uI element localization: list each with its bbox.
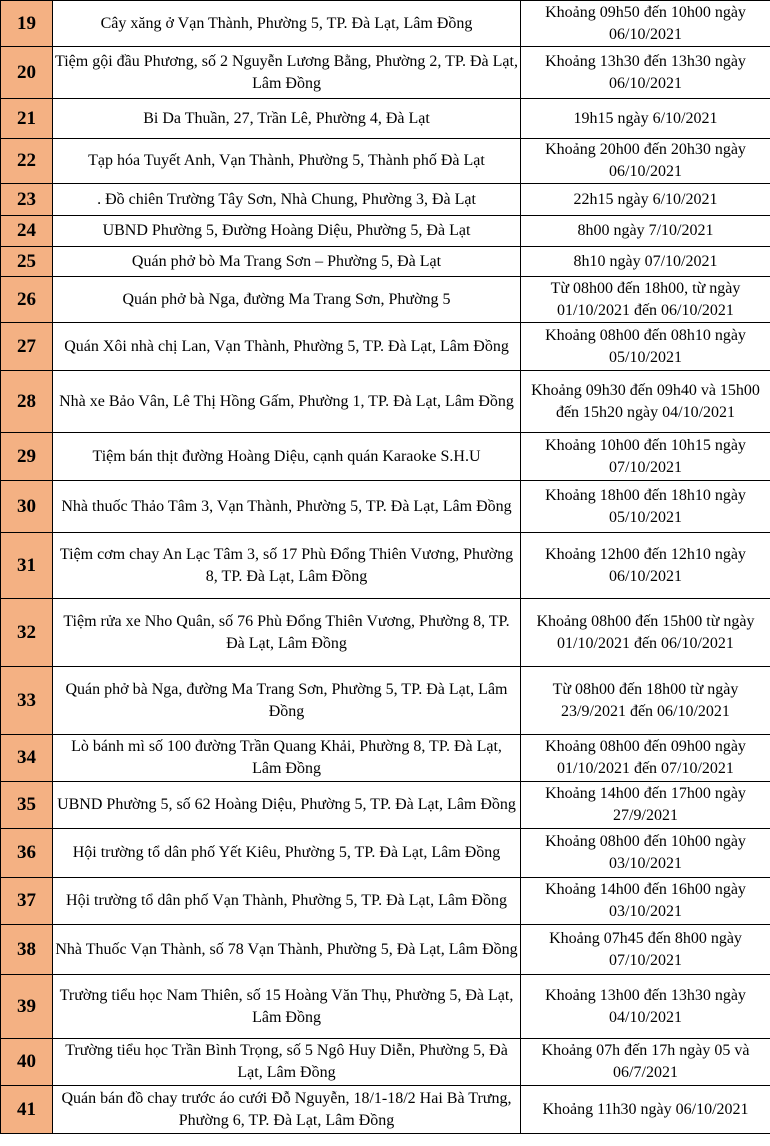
- location-cell: Quán phở bà Nga, đường Ma Trang Sơn, Phường 5: [53, 277, 521, 323]
- location-cell: Nhà Thuốc Vạn Thành, số 78 Vạn Thành, Phường 5, Đà Lạt, Lâm Đồng: [53, 925, 521, 975]
- row-number: 33: [1, 667, 53, 735]
- table-row: [1, 667, 770, 735]
- table-row: [1, 925, 770, 975]
- row-number: 25: [1, 247, 53, 277]
- location-cell: Tiệm cơm chay An Lạc Tâm 3, số 17 Phù Đổng Thiên Vương, Phường 8, TP. Đà Lạt, Lâm Đồng: [53, 533, 521, 599]
- row-number: 19: [1, 1, 53, 47]
- location-cell: Trường tiểu học Trần Bình Trọng, số 5 Ngô Huy Diễn, Phường 5, Đà Lạt, Lâm Đồng: [53, 1039, 521, 1086]
- time-cell: Khoảng 07h45 đến 8h00 ngày 07/10/2021: [521, 925, 770, 975]
- row-number: 30: [1, 481, 53, 533]
- time-cell: Khoảng 11h30 ngày 06/10/2021: [521, 1086, 770, 1134]
- location-cell: Tiệm rửa xe Nho Quân, số 76 Phù Đổng Thiên Vương, Phường 8, TP. Đà Lạt, Lâm Đồng: [53, 599, 521, 667]
- table-row: [1, 433, 770, 481]
- row-number: 34: [1, 735, 53, 782]
- row-number: 37: [1, 878, 53, 925]
- table-row: [1, 1039, 770, 1086]
- location-cell: Quán phở bò Ma Trang Sơn – Phường 5, Đà Lạt: [53, 247, 521, 277]
- time-cell: Khoảng 14h00 đến 16h00 ngày 03/10/2021: [521, 878, 770, 925]
- table-row: [1, 247, 770, 277]
- time-cell: 22h15 ngày 6/10/2021: [521, 184, 770, 216]
- table-row: [1, 1, 770, 47]
- row-number: 21: [1, 99, 53, 139]
- table-row: [1, 277, 770, 323]
- table-row: [1, 216, 770, 247]
- table-row: [1, 323, 770, 371]
- row-number: 29: [1, 433, 53, 481]
- location-cell: Tạp hóa Tuyết Anh, Vạn Thành, Phường 5, Thành phố Đà Lạt: [53, 139, 521, 184]
- time-cell: Khoảng 08h00 đến 10h00 ngày 03/10/2021: [521, 829, 770, 878]
- row-number: 28: [1, 371, 53, 433]
- location-cell: Bi Da Thuần, 27, Trần Lê, Phường 4, Đà Lạt: [53, 99, 521, 139]
- row-number: 35: [1, 782, 53, 829]
- table-row: [1, 184, 770, 216]
- time-cell: Khoảng 08h00 đến 15h00 từ ngày 01/10/2021 đến 06/10/2021: [521, 599, 770, 667]
- row-number: 31: [1, 533, 53, 599]
- row-number: 40: [1, 1039, 53, 1086]
- time-cell: Khoảng 20h00 đến 20h30 ngày 06/10/2021: [521, 139, 770, 184]
- table-row: [1, 481, 770, 533]
- table-row: [1, 878, 770, 925]
- table-row: [1, 47, 770, 99]
- table-row: [1, 533, 770, 599]
- location-cell: Hội trường tổ dân phố Yết Kiêu, Phường 5, TP. Đà Lạt, Lâm Đồng: [53, 829, 521, 878]
- time-cell: Khoảng 08h00 đến 08h10 ngày 05/10/2021: [521, 323, 770, 371]
- time-cell: Khoảng 18h00 đến 18h10 ngày 05/10/2021: [521, 481, 770, 533]
- location-cell: Lò bánh mì số 100 đường Trần Quang Khải, Phường 8, TP. Đà Lạt, Lâm Đồng: [53, 735, 521, 782]
- location-cell: Tiệm bán thịt đường Hoàng Diệu, cạnh quán Karaoke S.H.U: [53, 433, 521, 481]
- time-cell: Khoảng 14h00 đến 17h00 ngày 27/9/2021: [521, 782, 770, 829]
- table-row: [1, 1086, 770, 1134]
- time-cell: Khoảng 09h30 đến 09h40 và 15h00 đến 15h20 ngày 04/10/2021: [521, 371, 770, 433]
- row-number: 23: [1, 184, 53, 216]
- time-cell: Khoảng 13h00 đến 13h30 ngày 04/10/2021: [521, 975, 770, 1039]
- time-cell: Khoảng 10h00 đến 10h15 ngày 07/10/2021: [521, 433, 770, 481]
- row-number: 36: [1, 829, 53, 878]
- time-cell: Từ 08h00 đến 18h00 từ ngày 23/9/2021 đến 06/10/2021: [521, 667, 770, 735]
- location-cell: Cây xăng ở Vạn Thành, Phường 5, TP. Đà Lạt, Lâm Đồng: [53, 1, 521, 47]
- time-cell: Khoảng 07h đến 17h ngày 05 và 06/7/2021: [521, 1039, 770, 1086]
- location-cell: Quán bán đồ chay trước áo cưới Đỗ Nguyễn, 18/1-18/2 Hai Bà Trưng, Phường 6, TP. Đà Lạt, Lâm Đồng: [53, 1086, 521, 1134]
- row-number: 26: [1, 277, 53, 323]
- location-cell: Nhà thuốc Thảo Tâm 3, Vạn Thành, Phường 5, TP. Đà Lạt, Lâm Đồng: [53, 481, 521, 533]
- location-cell: Hội trường tổ dân phố Vạn Thành, Phường 5, TP. Đà Lạt, Lâm Đồng: [53, 878, 521, 925]
- location-cell: UBND Phường 5, số 62 Hoàng Diệu, Phường 5, TP. Đà Lạt, Lâm Đồng: [53, 782, 521, 829]
- location-cell: Quán phở bà Nga, đường Ma Trang Sơn, Phường 5, TP. Đà Lạt, Lâm Đồng: [53, 667, 521, 735]
- time-cell: Khoảng 08h00 đến 09h00 ngày 01/10/2021 đến 07/10/2021: [521, 735, 770, 782]
- location-cell: . Đồ chiên Trường Tây Sơn, Nhà Chung, Phường 3, Đà Lạt: [53, 184, 521, 216]
- row-number: 32: [1, 599, 53, 667]
- location-cell: Tiệm gội đầu Phương, số 2 Nguyễn Lương Bằng, Phường 2, TP. Đà Lạt, Lâm Đồng: [53, 47, 521, 99]
- table-row: [1, 599, 770, 667]
- time-cell: 8h00 ngày 7/10/2021: [521, 216, 770, 247]
- time-cell: Khoảng 09h50 đến 10h00 ngày 06/10/2021: [521, 1, 770, 47]
- location-cell: UBND Phường 5, Đường Hoàng Diệu, Phường 5, Đà Lạt: [53, 216, 521, 247]
- table-row: [1, 371, 770, 433]
- row-number: 27: [1, 323, 53, 371]
- time-cell: Khoảng 13h30 đến 13h30 ngày 06/10/2021: [521, 47, 770, 99]
- time-cell: 8h10 ngày 07/10/2021: [521, 247, 770, 277]
- row-number: 38: [1, 925, 53, 975]
- table-row: [1, 139, 770, 184]
- table-row: [1, 99, 770, 139]
- row-number: 20: [1, 47, 53, 99]
- location-cell: Nhà xe Bảo Vân, Lê Thị Hồng Gấm, Phường 1, TP. Đà Lạt, Lâm Đồng: [53, 371, 521, 433]
- row-number: 24: [1, 216, 53, 247]
- table-row: [1, 735, 770, 782]
- location-cell: Quán Xôi nhà chị Lan, Vạn Thành, Phường 5, TP. Đà Lạt, Lâm Đồng: [53, 323, 521, 371]
- time-cell: 19h15 ngày 6/10/2021: [521, 99, 770, 139]
- time-cell: Từ 08h00 đến 18h00, từ ngày 01/10/2021 đến 06/10/2021: [521, 277, 770, 323]
- row-number: 22: [1, 139, 53, 184]
- table-row: [1, 829, 770, 878]
- table-row: [1, 782, 770, 829]
- row-number: 41: [1, 1086, 53, 1134]
- table-row: [1, 975, 770, 1039]
- location-cell: Trường tiểu học Nam Thiên, số 15 Hoàng Văn Thụ, Phường 5, Đà Lạt, Lâm Đồng: [53, 975, 521, 1039]
- locations-table-body: [1, 1, 770, 1134]
- row-number: 39: [1, 975, 53, 1039]
- time-cell: Khoảng 12h00 đến 12h10 ngày 06/10/2021: [521, 533, 770, 599]
